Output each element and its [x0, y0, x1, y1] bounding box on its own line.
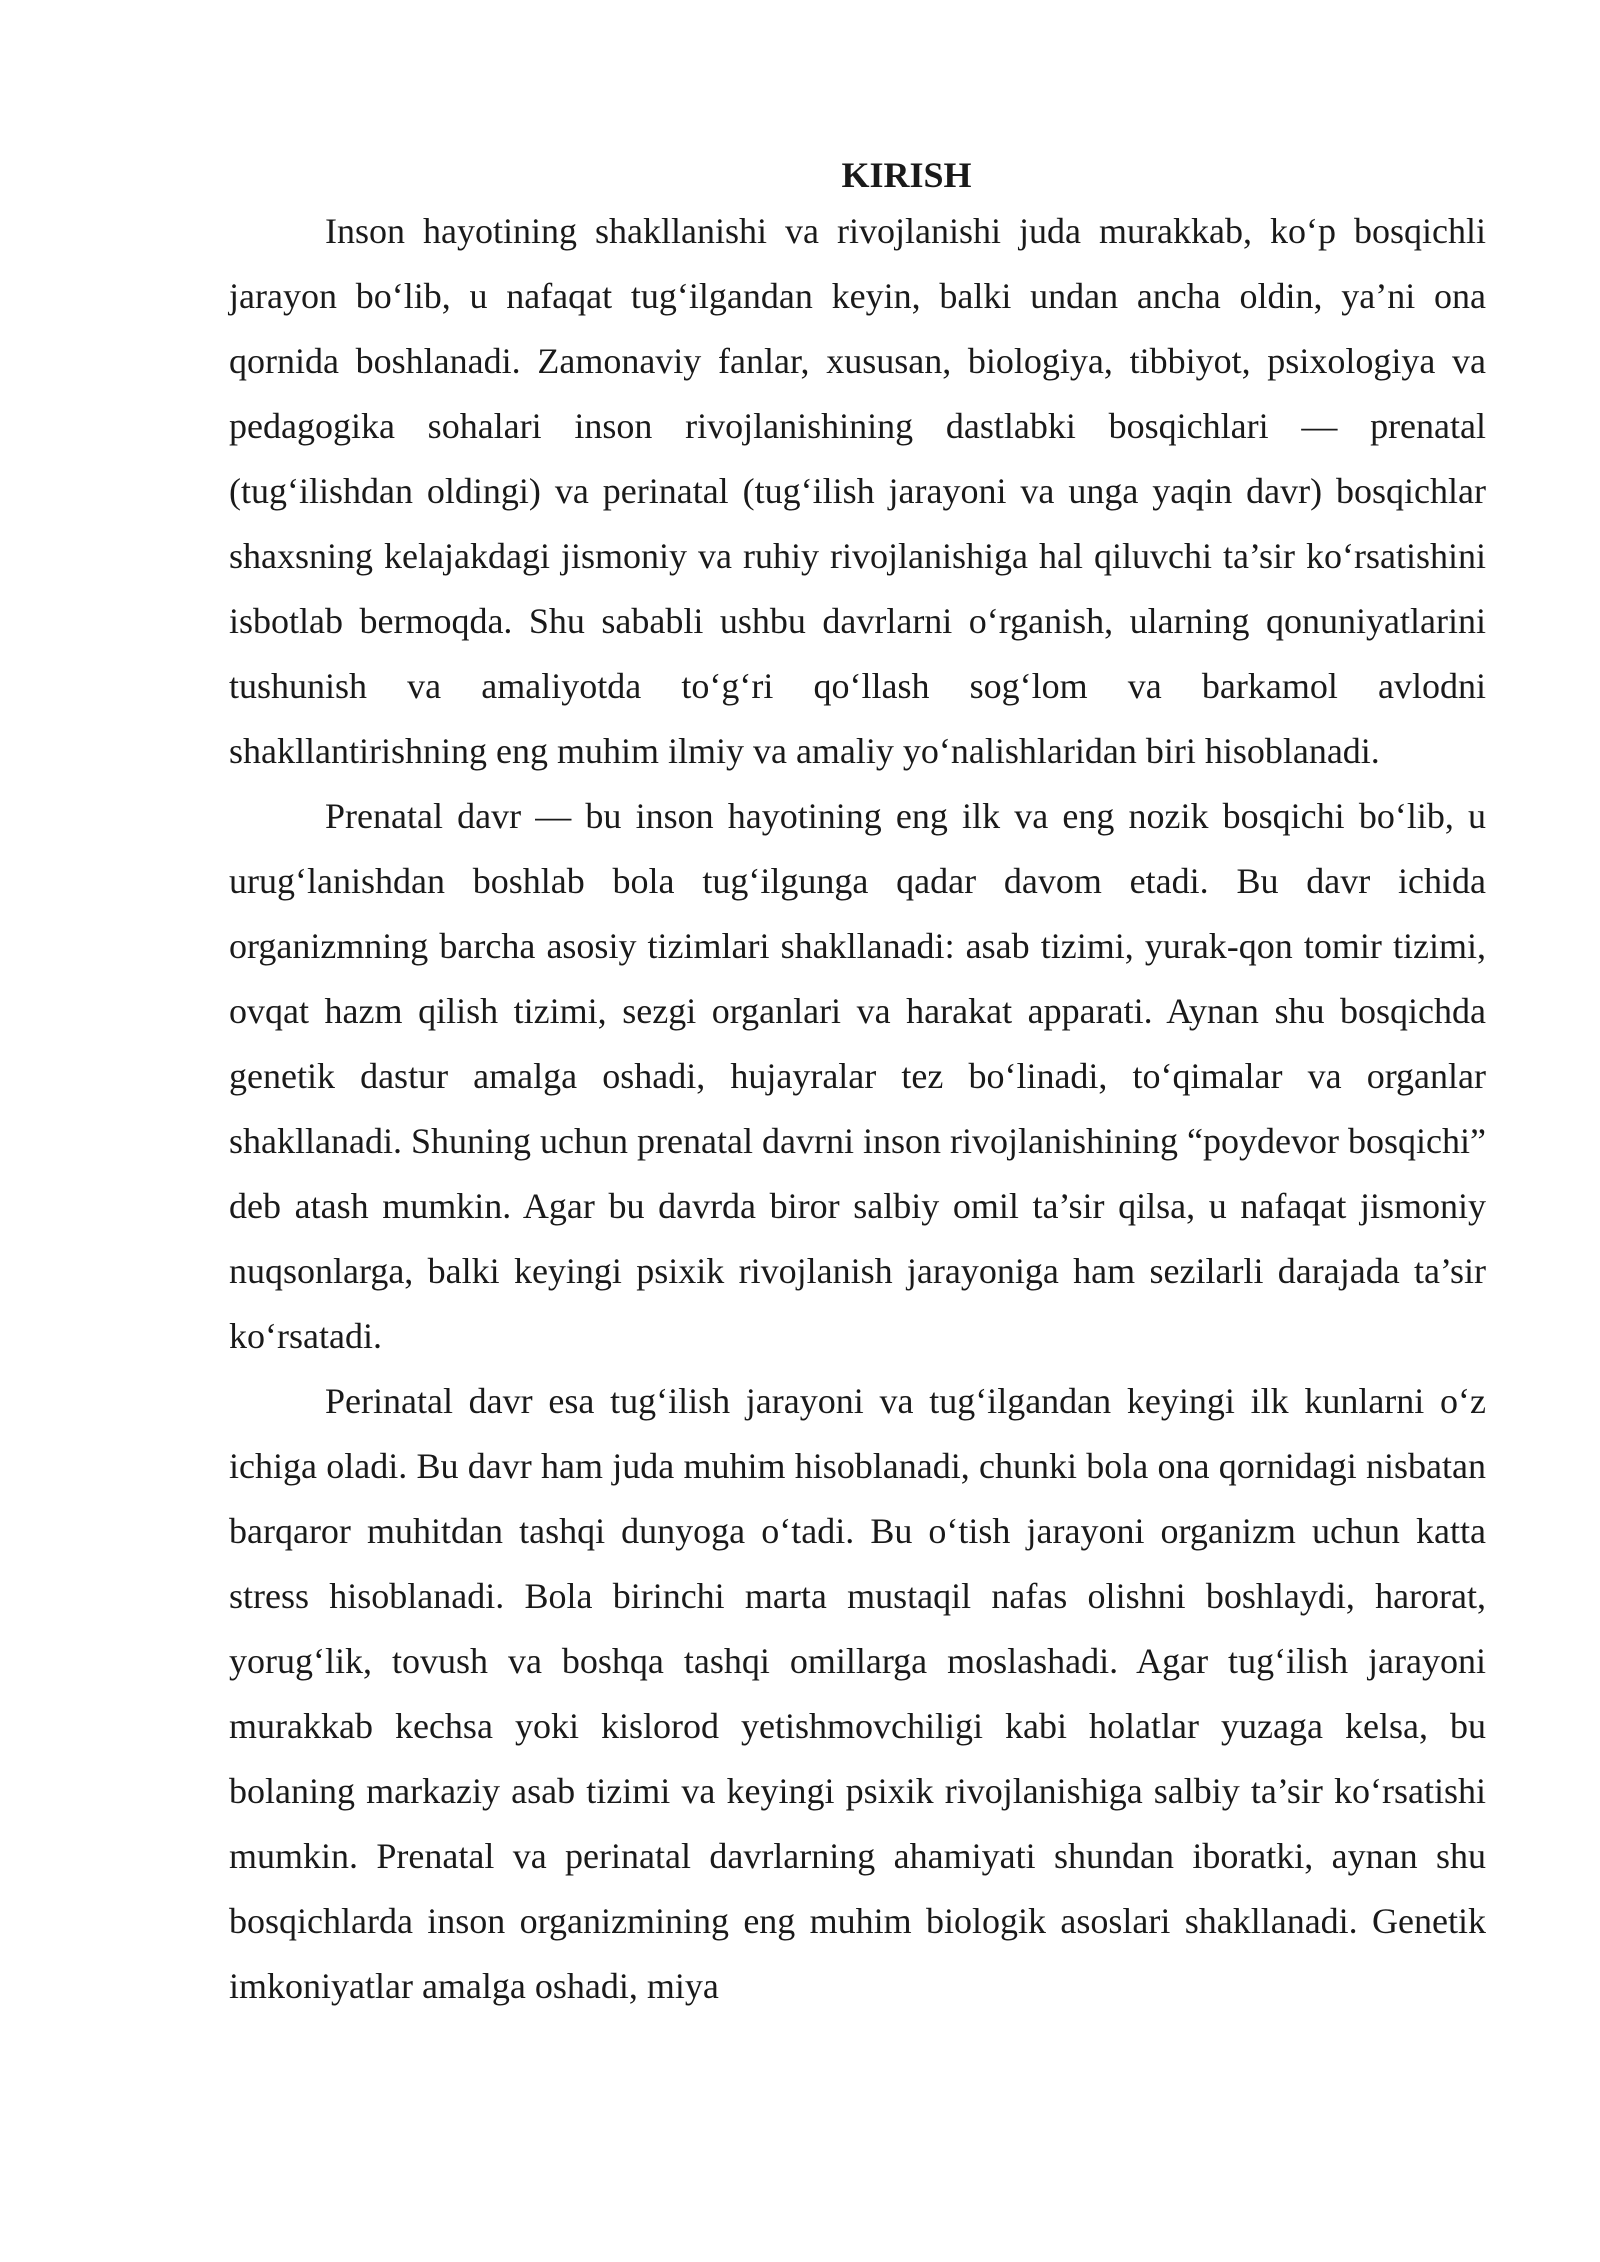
document-body: [229, 151, 1486, 2019]
paragraph-prenatal: Prenatal davr — bu inson hayotining eng ilk va eng nozik bosqichi bo‘lib, u urug‘lanishdan boshlab bola tug‘ilgunga qadar davom etadi. Bu davr ichida organizmning barcha asosiy tizimlari shakllanadi: asab tizimi, yurak-qon tomir tizimi, ovqat hazm qilish tizimi, sezgi organlari va harakat apparati. Aynan shu bosqichda genetik dastur amalga oshadi, hujayralar tez bo‘linadi, to‘qimalar va organlar shakllanadi. Shuning uchun prenatal davrni inson rivojlanishining “poydevor bosqichi” deb atash mumkin. Agar bu davrda biror salbiy omil ta’sir qilsa, u nafaqat jismoniy nuqsonlarga, balki keyingi psixik rivojlanish jarayoniga ham sezilarli darajada ta’sir ko‘rsatadi.: [229, 796, 1486, 1356]
paragraph-perinatal: Perinatal davr esa tug‘ilish jarayoni va tug‘ilgandan keyingi ilk kunlarni o‘z ichiga oladi. Bu davr ham juda muhim hisoblanadi, chunki bola ona qornidagi nisbatan barqaror muhitdan tashqi dunyoga o‘tadi. Bu o‘tish jarayoni organizm uchun katta stress hisoblanadi. Bola birinchi marta mustaqil nafas olishni boshlaydi, harorat, yorug‘lik, tovush va boshqa tashqi omillarga moslashadi. Agar tug‘ilish jarayoni murakkab kechsa yoki kislorod yetishmovchiligi kabi holatlar yuzaga kelsa, bu bolaning markaziy asab tizimi va keyingi psixik rivojlanishiga salbiy ta’sir ko‘rsatishi mumkin. Prenatal va perinatal davrlarning ahamiyati shundan iboratki, aynan shu bosqichlarda inson organizmining eng muhim biologik asoslari shakllanadi. Genetik imkoniyatlar amalga oshadi, miya: [229, 1381, 1486, 2006]
paragraph-introduction: Inson hayotining shakllanishi va rivojlanishi juda murakkab, ko‘p bosqichli jarayon bo‘lib, u nafaqat tug‘ilgandan keyin, balki undan ancha oldin, ya’ni ona qornida boshlanadi. Zamonaviy fanlar, xususan, biologiya, tibbiyot, psixologiya va pedagogika sohalari inson rivojlanishining dastlabki bosqichlari — prenatal (tug‘ilishdan oldingi) va perinatal (tug‘ilish jarayoni va unga yaqin davr) bosqichlar shaxsning kelajakdagi jismoniy va ruhiy rivojlanishiga hal qiluvchi ta’sir ko‘rsatishini isbotlab bermoqda. Shu sababli ushbu davrlarni o‘rganish, ularning qonuniyatlarini tushunish va amaliyotda to‘g‘ri qo‘llash sog‘lom va barkamol avlodni shakllantirishning eng muhim ilmiy va amaliy yo‘nalishlaridan biri hisoblanadi.: [229, 211, 1486, 771]
page-title: KIRISH: [841, 155, 972, 195]
